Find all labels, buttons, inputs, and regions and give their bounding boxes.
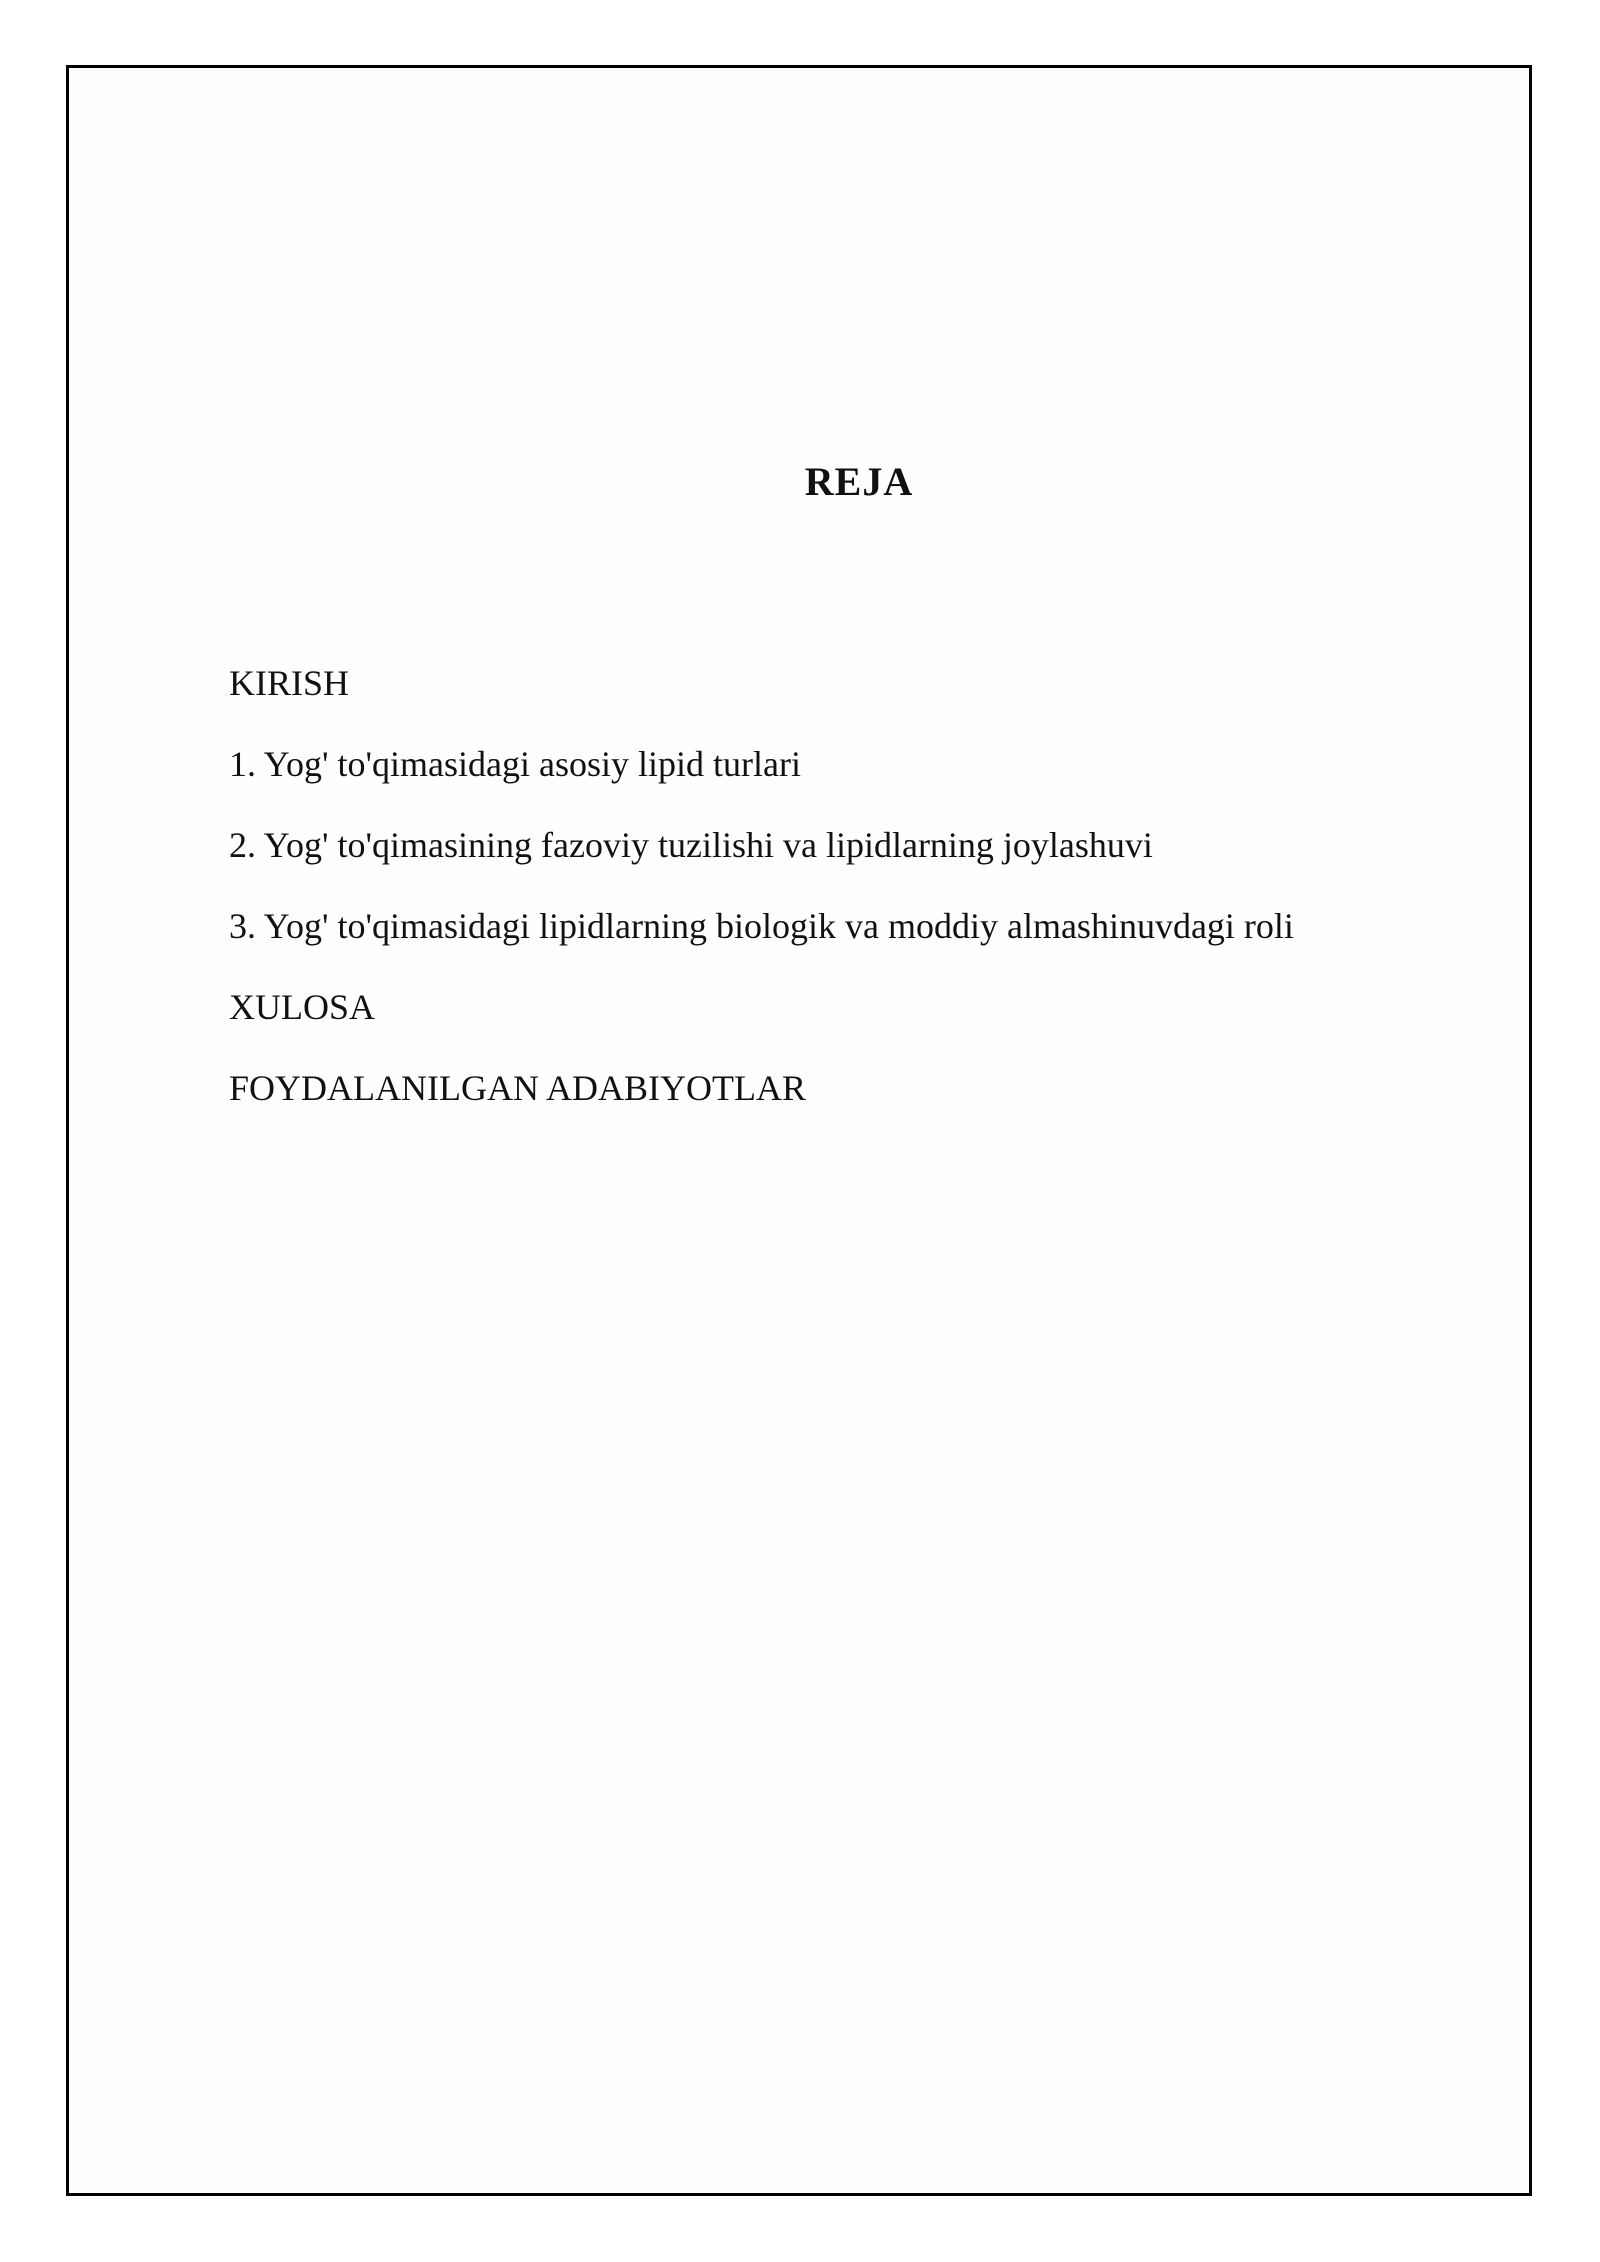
plan-item-2: 2. Yog' to'qimasining fazoviy tuzilishi va lipidlarning joylashuvi [229, 825, 1153, 865]
page-border [66, 65, 1532, 2196]
plan-item-conclusion: XULOSA [229, 987, 376, 1027]
plan-item-1: 1. Yog' to'qimasidagi asosiy lipid turlari [229, 744, 801, 784]
plan-item-references: FOYDALANILGAN ADABIYOTLAR [229, 1068, 806, 1108]
plan-list [229, 643, 1294, 1129]
page-title: REJA [804, 459, 914, 504]
plan-item-intro: KIRISH [229, 663, 350, 703]
plan-item-3: 3. Yog' to'qimasidagi lipidlarning biologik va moddiy almashinuvdagi roli [229, 906, 1294, 946]
